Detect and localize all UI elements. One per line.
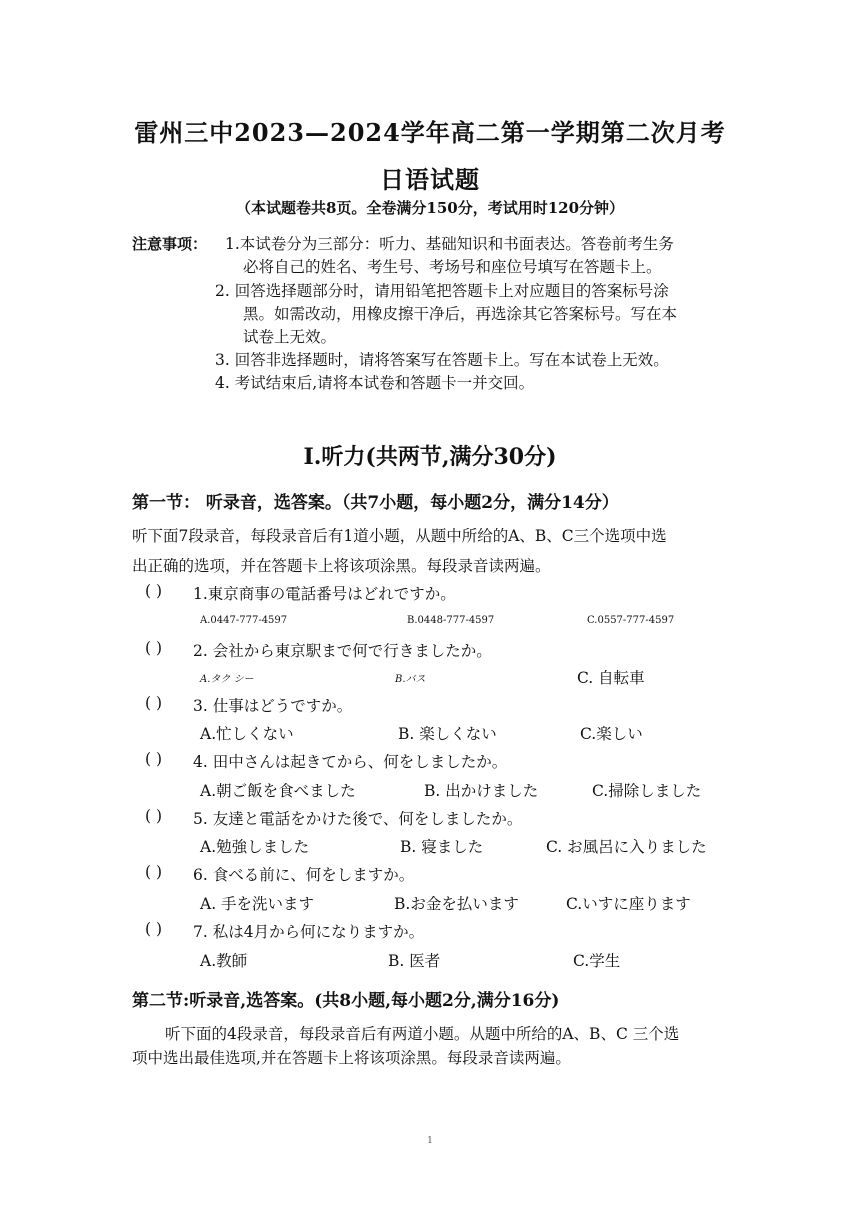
- part2-instructions: 听下面的4段录音，每段录音后有两道小题。从题中所给的A、B、C 三个选: [165, 1025, 680, 1043]
- note-item: 2. 回答选择题部分时，请用铅笔把答题卡上对应题目的答案标号涂: [215, 282, 669, 300]
- question-text: 6. 食べる前に、何をしますか。: [193, 866, 415, 884]
- note-item: 4. 考试结束后,请将本试卷和答题卡一并交回。: [215, 374, 535, 392]
- option-b: B. 出かけました: [424, 782, 539, 800]
- question-text: 3. 仕事はどうですか。: [193, 697, 353, 715]
- part1-instructions: 出正确的选项，并在答题卡上将该项涂黑。每段录音读两遍。: [132, 557, 551, 575]
- option-a: A.勉強しました: [200, 838, 310, 856]
- note-item: 黑。如需改动，用橡皮擦干净后，再选涂其它答案标号。写在本: [243, 305, 678, 323]
- option-c: C.いすに座ります: [566, 895, 691, 913]
- option-c: C.0557-777-4597: [587, 615, 675, 626]
- question-text: 4. 田中さんは起きてから、何をしましたか。: [193, 753, 508, 771]
- answer-paren: ( ): [145, 694, 163, 712]
- option-c: C.学生: [573, 952, 621, 970]
- option-b: B. 医者: [388, 952, 441, 970]
- option-a: A.タク シー: [200, 674, 254, 685]
- option-b: B.バス: [395, 674, 426, 685]
- part1-instructions: 听下面7段录音，每段录音后有1道小题，从题中所给的A、B、C三个选项中选: [132, 527, 667, 545]
- option-a: A.忙しくない: [200, 725, 294, 743]
- option-c: C.掃除しました: [592, 782, 702, 800]
- question-text: 2. 会社から東京駅まで何で行きましたか。: [193, 642, 492, 660]
- option-c: C.楽しい: [580, 725, 643, 743]
- page-number: 1: [427, 1136, 433, 1146]
- answer-paren: ( ): [145, 750, 163, 768]
- option-b: B.0448-777-4597: [407, 615, 495, 626]
- note-item: 试卷上无效。: [243, 328, 337, 346]
- option-c: C. お風呂に入りました: [546, 838, 707, 856]
- question-text: 5. 友達と電話をかけた後で、何をしましたか。: [193, 810, 523, 828]
- notes-label: 注意事项：: [132, 235, 208, 253]
- exam-subject: 日语试题: [380, 165, 480, 194]
- part1-heading: 第一节： 听录音，选答案。（共7小题，每小题2分，满分14分）: [132, 493, 619, 513]
- answer-paren: ( ): [145, 807, 163, 825]
- question-text: 1.東京商事の電話番号はどれですか。: [193, 585, 456, 603]
- part2-instructions: 项中选出最佳选项,并在答题卡上将该项涂黑。每段录音读两遍。: [132, 1049, 571, 1067]
- note-item: 1.本试卷分为三部分：听力、基础知识和书面表达。答卷前考生务: [225, 235, 674, 253]
- answer-paren: ( ): [145, 639, 163, 657]
- exam-title: 雷州三中2023—2024学年高二第一学期第二次月考: [134, 118, 726, 147]
- answer-paren: ( ): [145, 920, 163, 938]
- option-a: A.0447-777-4597: [200, 615, 288, 626]
- note-item: 必将自己的姓名、考生号、考场号和座位号填写在答题卡上。: [243, 258, 662, 276]
- option-a: A.朝ご飯を食べました: [200, 782, 356, 800]
- option-b: B. 寝ました: [400, 838, 484, 856]
- option-a: A. 手を洗います: [200, 895, 315, 913]
- part2-heading: 第二节:听录音,选答案。(共8小题,每小题2分,满分16分): [132, 991, 560, 1011]
- section-title: I.听力(共两节,满分30分): [303, 444, 557, 470]
- question-text: 7. 私は4月から何になりますか。: [193, 923, 425, 941]
- option-b: B.お金を払います: [394, 895, 519, 913]
- answer-paren: ( ): [145, 582, 163, 600]
- option-b: B. 楽しくない: [398, 725, 497, 743]
- note-item: 3. 回答非选择题时，请将答案写在答题卡上。写在本试卷上无效。: [215, 351, 669, 369]
- exam-subtitle: （本试题卷共8页。全卷满分150分，考试用时120分钟）: [235, 199, 625, 217]
- answer-paren: ( ): [145, 863, 163, 881]
- option-c: C. 自転車: [577, 669, 645, 687]
- option-a: A.教師: [200, 952, 248, 970]
